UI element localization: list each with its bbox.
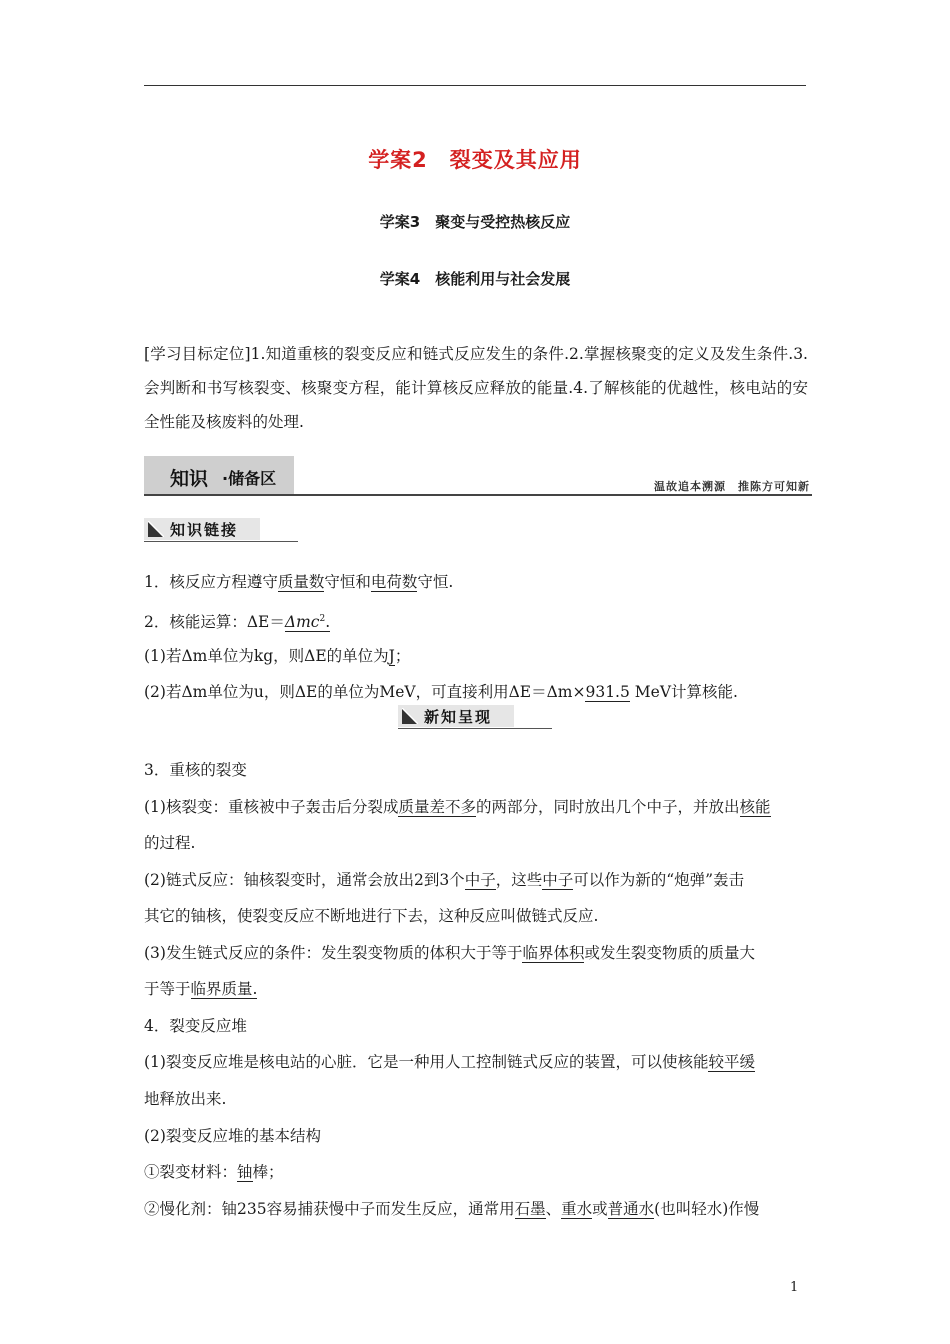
section-line <box>398 728 552 729</box>
goals-text: 1.知道重核的裂变反应和链式反应发生的条件.2.掌握核聚变的定义及发生条件.3.会判断和书写核裂变、核聚变方程，能计算核反应释放的能量.4.了解核能的优越性，核电站的安全性能及核废料的处理. <box>144 345 808 431</box>
section-line <box>144 541 298 542</box>
section-corner-icon <box>402 708 418 724</box>
goals-label: [学习目标定位] <box>144 345 251 363</box>
para-1-line-2: 的过程. <box>144 834 196 852</box>
banner-line <box>144 494 812 496</box>
banner-motto: 温故追本溯源 推陈方可知新 <box>654 480 810 493</box>
item-4: (2)若Δm单位为u，则ΔE的单位为MeV，可直接利用ΔE＝Δm×931.5 MeV计算核能. <box>144 683 738 701</box>
para-2-line-1: (2)链式反应：铀核裂变时，通常会放出2到3个中子，这些中子可以作为新的“炮弹”轰击 <box>144 871 745 889</box>
para-1-line-1: (1)核裂变：重核被中子轰击后分裂成质量差不多的两部分，同时放出几个中子，并放出核能 <box>144 798 771 816</box>
section-label: 新知呈现 <box>424 708 493 726</box>
para-7: ②慢化剂：铀235容易捕获慢中子而发生反应，通常用石墨、重水或普通水(也叫轻水)作慢 <box>144 1200 760 1218</box>
para-4-line-1: (1)裂变反应堆是核电站的心脏．它是一种用人工控制链式反应的装置，可以使核能较平缓 <box>144 1053 755 1071</box>
item-2: 2．核能运算：ΔE＝Δmc$^2$. <box>144 613 331 632</box>
page-title: 学案2 裂变及其应用 <box>368 148 582 172</box>
item-3: (1)若Δm单位为kg，则ΔE的单位为J； <box>144 647 411 665</box>
top-rule <box>144 85 806 86</box>
knowledge-banner <box>144 456 812 497</box>
heading-3: 3．重核的裂变 <box>144 761 247 779</box>
para-2-line-2: 其它的铀核，使裂变反应不断地进行下去，这种反应叫做链式反应. <box>144 907 599 925</box>
banner-sub: ·储备区 <box>222 469 277 488</box>
para-4-line-2: 地释放出来. <box>144 1090 227 1108</box>
page-number: 1 <box>790 1280 799 1295</box>
para-3-line-1: (3)发生链式反应的条件：发生裂变物质的体积大于等于临界体积或发生裂变物质的质量大 <box>144 944 755 962</box>
banner-main: 知识 <box>170 468 209 490</box>
section-corner-icon <box>148 521 164 537</box>
section-knowledge-link <box>144 518 300 544</box>
learning-goals <box>144 337 808 439</box>
section-new-knowledge <box>398 705 554 731</box>
para-5: (2)裂变反应堆的基本结构 <box>144 1127 321 1145</box>
para-3-line-2: 于等于临界质量. <box>144 980 258 998</box>
subtitle-4: 学案4 核能利用与社会发展 <box>379 270 571 288</box>
para-6: ①裂变材料：铀棒； <box>144 1163 284 1181</box>
item-1: 1．核反应方程遵守质量数守恒和电荷数守恒. <box>144 573 454 591</box>
section-label: 知识链接 <box>170 521 239 539</box>
subtitle-3: 学案3 聚变与受控热核反应 <box>379 213 571 231</box>
heading-4: 4．裂变反应堆 <box>144 1017 247 1035</box>
